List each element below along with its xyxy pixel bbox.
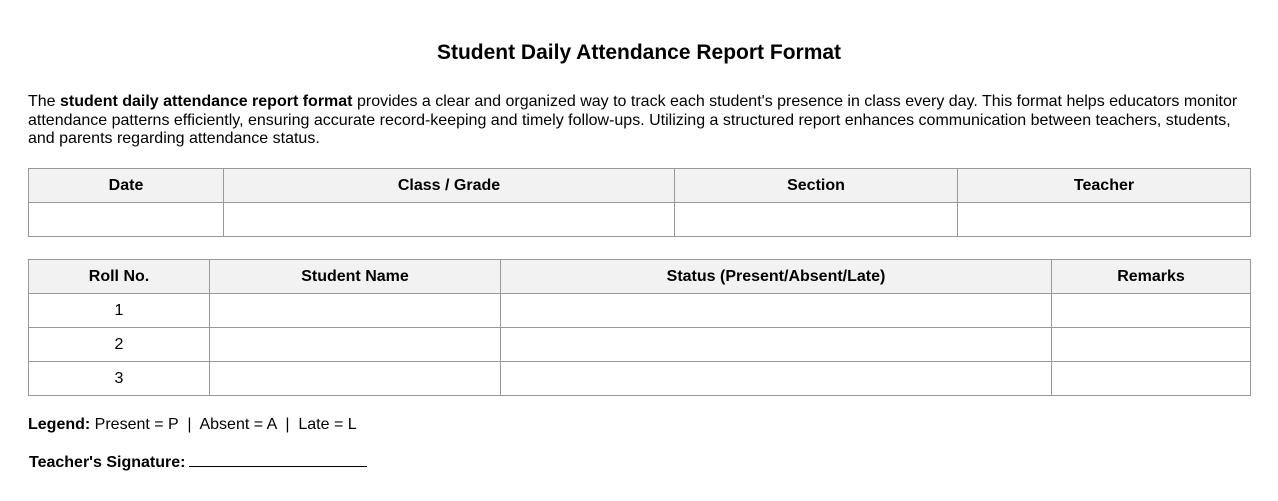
table-row [29, 362, 1251, 396]
student-name-cell[interactable] [210, 328, 501, 362]
status-cell[interactable] [501, 294, 1052, 328]
signature-block [29, 449, 367, 473]
student-name-cell[interactable] [210, 294, 501, 328]
remarks-cell[interactable] [1052, 362, 1251, 396]
class-grade-header: Class / Grade [224, 169, 675, 203]
remarks-header: Remarks [1052, 260, 1251, 294]
status-header: Status (Present/Absent/Late) [501, 260, 1052, 294]
roll-no-header: Roll No. [29, 260, 210, 294]
signature-label: Teacher's Signature: [29, 454, 186, 471]
page-title: Student Daily Attendance Report Format [436, 41, 842, 64]
student-name-cell[interactable] [210, 362, 501, 396]
legend-text: Present = P | Absent = A | Late = L [90, 416, 357, 433]
intro-rest: provides a clear and organized way to track each student's presence in class every day. This format helps educators monitor attendance patterns efficiently, ensuring accurate record-keeping and timely follow-ups. Utilizing a structured report enhances communication between teachers, students, and parents regarding attendance status. [28, 93, 1238, 147]
date-cell[interactable] [29, 203, 224, 237]
date-header: Date [29, 169, 224, 203]
class-info-value-row [29, 203, 1251, 237]
roll-no-cell: 3 [29, 362, 210, 396]
status-cell[interactable] [501, 362, 1052, 396]
teacher-header: Teacher [958, 169, 1251, 203]
roll-no-cell: 2 [29, 328, 210, 362]
intro-paragraph [28, 93, 1250, 149]
table-row [29, 294, 1251, 328]
remarks-cell[interactable] [1052, 294, 1251, 328]
student-name-header: Student Name [210, 260, 501, 294]
class-info-table [28, 168, 1251, 237]
attendance-table [28, 259, 1251, 396]
intro-prefix: The [28, 93, 61, 110]
legend-label: Legend: [28, 416, 91, 433]
remarks-cell[interactable] [1052, 328, 1251, 362]
section-cell[interactable] [675, 203, 958, 237]
roll-no-cell: 1 [29, 294, 210, 328]
section-header: Section [675, 169, 958, 203]
class-info-header-row [29, 169, 1251, 203]
table-row [29, 328, 1251, 362]
teacher-cell[interactable] [958, 203, 1251, 237]
status-cell[interactable] [501, 328, 1052, 362]
attendance-header-row [29, 260, 1251, 294]
intro-bold-term: student daily attendance report format [60, 93, 353, 110]
signature-line[interactable] [189, 449, 367, 467]
class-grade-cell[interactable] [224, 203, 675, 237]
legend [28, 415, 357, 435]
